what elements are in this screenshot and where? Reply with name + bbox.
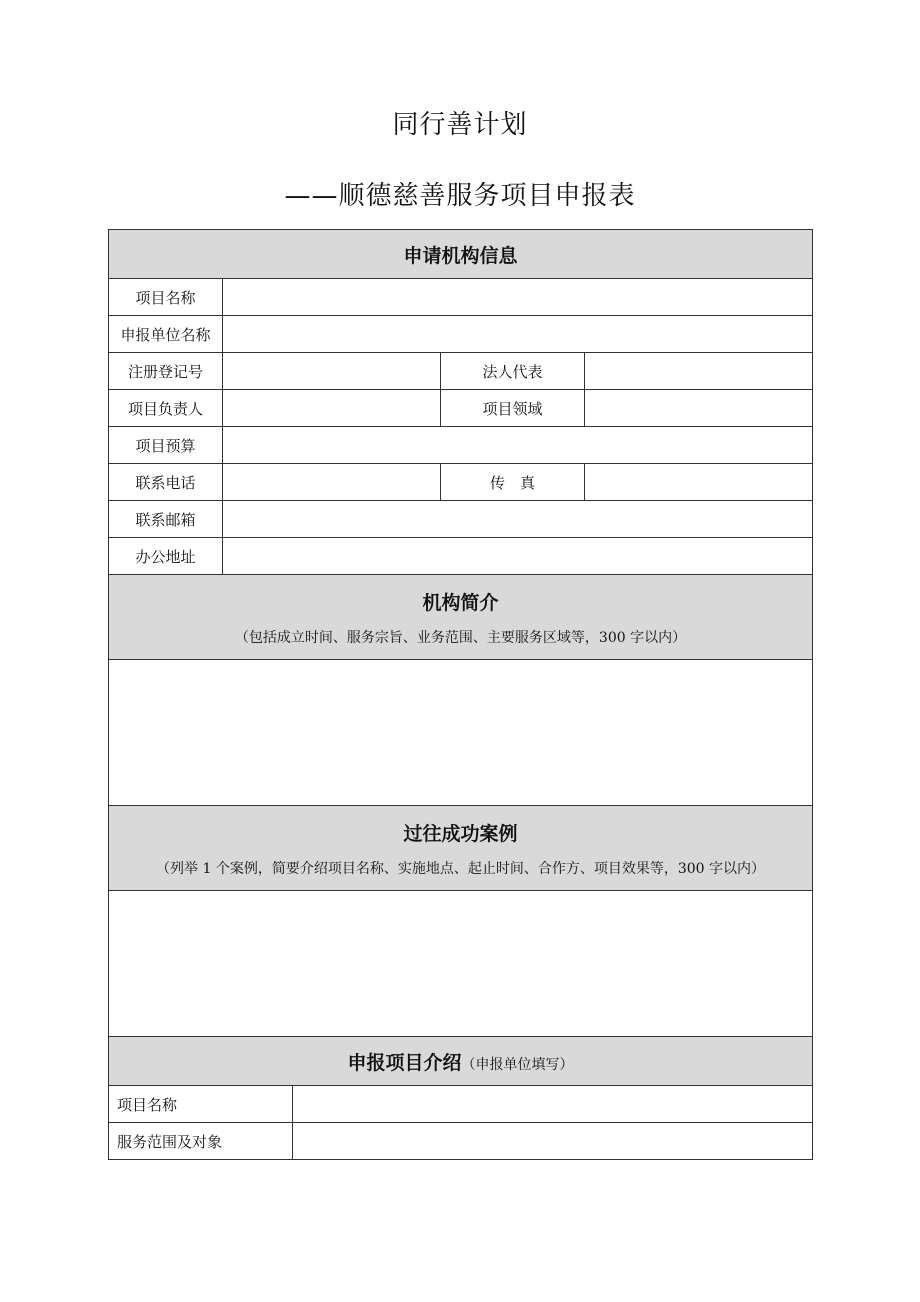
input-service-scope[interactable] — [293, 1123, 813, 1160]
label-project-field: 项目领域 — [441, 390, 585, 427]
input-address[interactable] — [223, 538, 813, 575]
input-legal-rep[interactable] — [585, 353, 813, 390]
input-project-name[interactable] — [223, 279, 813, 316]
label-email: 联系邮箱 — [109, 501, 223, 538]
label-registration-no: 注册登记号 — [109, 353, 223, 390]
input-applicant-org[interactable] — [223, 316, 813, 353]
input-project-field[interactable] — [585, 390, 813, 427]
input-registration-no[interactable] — [223, 353, 441, 390]
input-project-name-2[interactable] — [293, 1086, 813, 1123]
label-fax: 传 真 — [441, 464, 585, 501]
form-title: 同行善计划 — [392, 110, 528, 140]
form-subtitle: ——顺德慈善服务项目申报表 — [284, 181, 636, 211]
past-cases-note: （列举 1 个案例，简要介绍项目名称、实施地点、起止时间、合作方、项目效果等，300 字以内） — [156, 860, 765, 877]
textarea-past-cases[interactable] — [109, 891, 813, 1037]
label-project-name: 项目名称 — [109, 279, 223, 316]
label-service-scope: 服务范围及对象 — [109, 1123, 293, 1160]
label-project-budget: 项目预算 — [109, 427, 223, 464]
application-form — [108, 229, 812, 1160]
section-header-org-info: 申请机构信息 — [109, 230, 813, 279]
label-phone: 联系电话 — [109, 464, 223, 501]
label-project-name-2: 项目名称 — [109, 1086, 293, 1123]
org-intro-heading: 机构简介 — [422, 591, 499, 614]
input-project-budget[interactable] — [223, 427, 813, 464]
label-address: 办公地址 — [109, 538, 223, 575]
form-table — [108, 229, 813, 1160]
input-phone[interactable] — [223, 464, 441, 501]
past-cases-heading: 过往成功案例 — [403, 822, 518, 845]
label-applicant-org: 申报单位名称 — [109, 316, 223, 353]
org-intro-note: （包括成立时间、服务宗旨、业务范围、主要服务区域等，300 字以内） — [234, 629, 687, 646]
section-header-past-cases — [109, 806, 813, 891]
section-header-project-intro — [109, 1037, 813, 1086]
input-email[interactable] — [223, 501, 813, 538]
section-header-org-intro — [109, 575, 813, 660]
input-project-lead[interactable] — [223, 390, 441, 427]
textarea-org-intro[interactable] — [109, 660, 813, 806]
project-intro-heading: 申报项目介绍 — [347, 1051, 462, 1074]
label-legal-rep: 法人代表 — [441, 353, 585, 390]
label-project-lead: 项目负责人 — [109, 390, 223, 427]
input-fax[interactable] — [585, 464, 813, 501]
project-intro-note: （申报单位填写） — [461, 1056, 574, 1073]
